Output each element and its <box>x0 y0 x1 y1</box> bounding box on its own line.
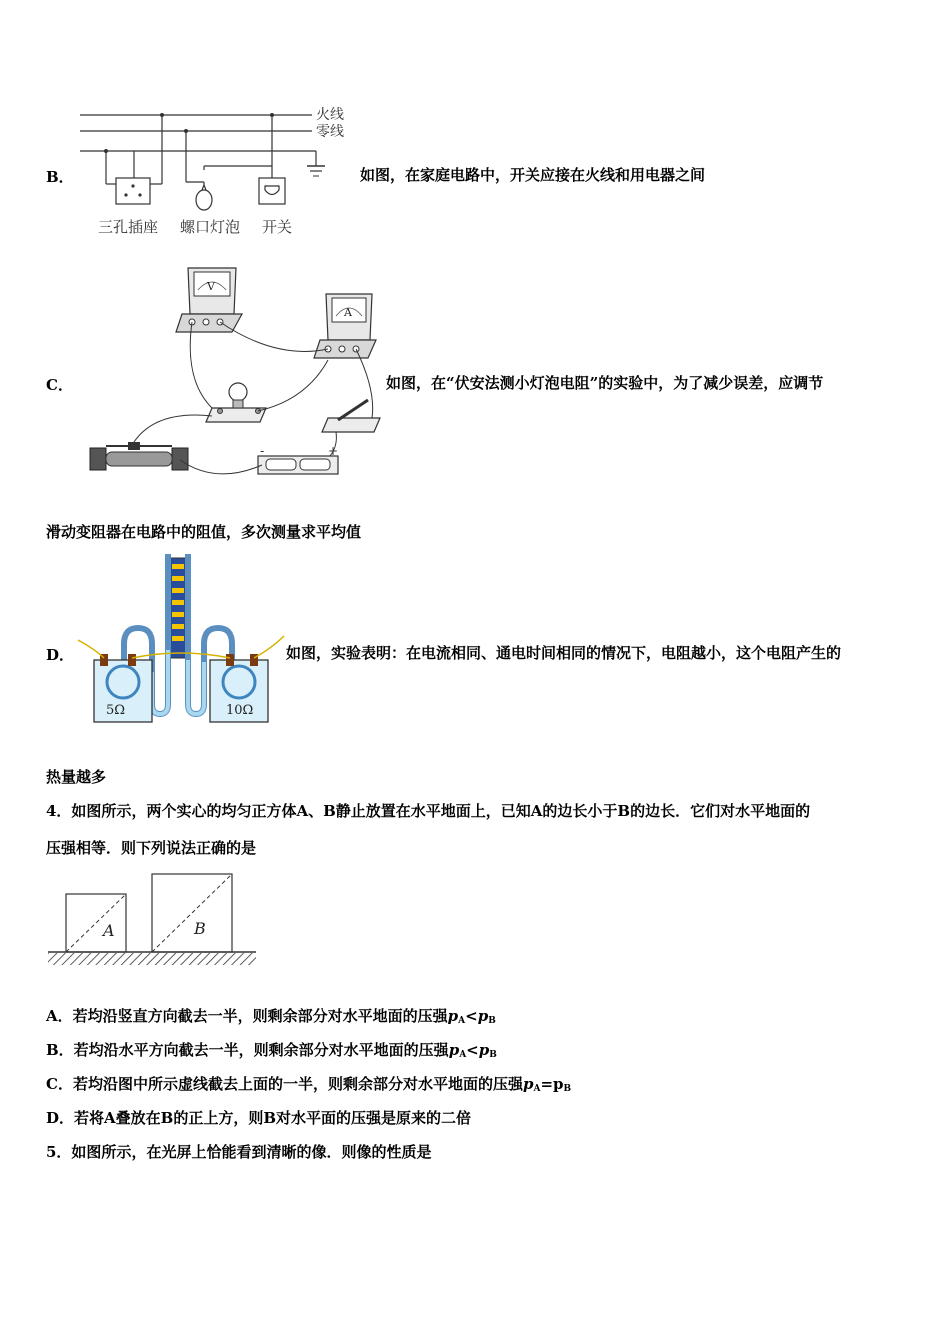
bulb-icon <box>229 383 247 401</box>
rheostat-icon <box>106 452 172 466</box>
voltammetry-circuit-diagram <box>76 260 386 485</box>
option-d-text-line1: 如图，实验表明：在电流相同、通电时间相同的情况下，电阻越小，这个电阻产生的 <box>286 644 842 662</box>
right-resistor-label: 10Ω <box>226 703 254 718</box>
three-hole-socket <box>116 178 150 204</box>
question-4-option-b[interactable]: B．若均沿水平方向截去一半，则剩余部分对水平地面的压强$p_A<p_B$ <box>46 1041 497 1060</box>
ammeter-symbol: A <box>344 306 352 319</box>
option-c-label: C． <box>46 376 73 394</box>
bulb-label: 螺口灯泡 <box>180 218 241 236</box>
option-b-label: B． <box>46 168 74 186</box>
cube-b-label: B <box>194 919 206 938</box>
voltmeter-symbol: V <box>207 280 215 293</box>
battery-minus: - <box>260 444 265 458</box>
question-4-option-c[interactable]: C．若均沿图中所示虚线截去上面的一半，则剩余部分对水平地面的压强$p_A=p_B$ <box>46 1075 572 1094</box>
question-5-stem: 5．如图所示，在光屏上恰能看到清晰的像．则像的性质是 <box>46 1143 432 1161</box>
option-c-text-line1: 如图，在“伏安法测小灯泡电阻”的实验中，为了减少误差，应调节 <box>386 374 824 392</box>
switch-label: 开关 <box>262 218 293 236</box>
socket-label: 三孔插座 <box>98 218 159 236</box>
question-4-stem-line2: 压强相等．则下列说法正确的是 <box>46 839 257 857</box>
switch-icon <box>338 400 368 420</box>
ground <box>48 953 256 965</box>
cube-a-label: A <box>103 921 115 940</box>
option-d-label: D． <box>46 646 75 664</box>
battery-plus: + <box>328 444 339 458</box>
switch-icon <box>259 178 285 204</box>
option-b-text: 如图，在家庭电路中，开关应接在火线和用电器之间 <box>360 166 706 184</box>
question-4-option-a[interactable]: A．若均沿竖直方向截去一半，则剩余部分对水平地面的压强$p_A<p_B$ <box>46 1007 496 1026</box>
neutral-wire-label: 零线 <box>316 124 344 140</box>
joule-heating-diagram <box>76 554 286 726</box>
option-c-text-line2: 滑动变阻器在电路中的阻值，多次测量求平均值 <box>46 523 362 541</box>
question-4-option-d[interactable]: D．若将A叠放在B的正上方，则B对水平面的压强是原来的二倍 <box>46 1109 472 1127</box>
left-resistor-label: 5Ω <box>106 703 126 718</box>
option-d-text-line2: 热量越多 <box>46 768 107 786</box>
household-circuit-diagram <box>76 100 356 242</box>
bulb-icon <box>196 190 212 210</box>
live-wire-label: 火线 <box>316 107 344 123</box>
cubes-diagram <box>46 870 258 970</box>
question-4-stem-line1: 4．如图所示，两个实心的均匀正方体A、B静止放置在水平地面上，已知A的边长小于B的边长．它们对水平地面的 <box>46 802 811 820</box>
